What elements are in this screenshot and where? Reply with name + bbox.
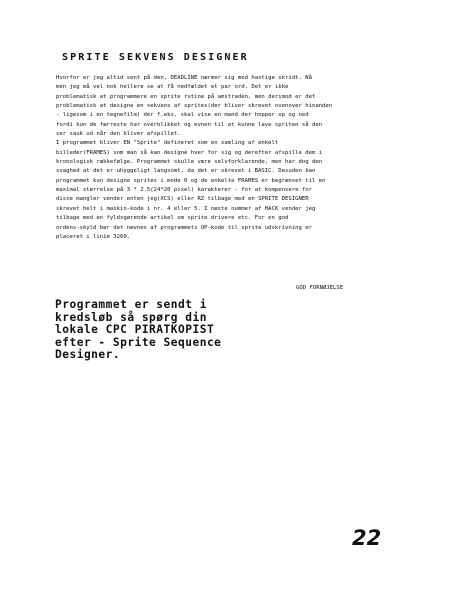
signature: GOD FORNØJELSE: [296, 285, 344, 291]
body-line: disse mangler vender enten jeg(XCS) eller RZ tilbage med en SPRITE DESIGNER: [56, 196, 309, 203]
body-line: fordi kun de færreste har overblikket og evnen til at kunne lave spriten så den: [56, 121, 323, 128]
distribution-notice: [55, 299, 385, 362]
article-body: [56, 74, 392, 242]
notice-line: lokale CPC PIRATKOPIST: [55, 323, 215, 336]
body-line: svaghed at det er uhyggeligt langsomt, da det er skrevet i BASIC. Desuden kan: [56, 168, 316, 175]
body-line: skrevet helt i maskin-kode i nr. 4 eller 5. I næste nummer af HACK vender jeg: [56, 205, 316, 212]
notice-line: efter - Sprite Sequence: [55, 335, 222, 349]
article-title: SPRITE SEKVENS DESIGNER: [62, 52, 249, 63]
body-line: maximal størrelse på 3 * 2.5(24*20 pixel) karakterer - for at kompensere for: [56, 187, 312, 194]
body-line: placeret i linie 3260.: [56, 233, 131, 240]
body-line: programmet kun designe sprites i mode 0 og de enkelte FRAMES er begrænset til en: [56, 177, 326, 184]
body-line: I programmet bliver EN "Sprite" defineret som en samling af enkelt: [56, 140, 279, 147]
notice-line: Programmet er sendt i: [55, 298, 207, 311]
body-line: ser sauk ud når den bliver afspillet.: [56, 131, 181, 138]
body-line: problematisk at programmere en sprite rutine på amstraden, men derimod er det: [56, 93, 316, 100]
notice-line: Designer.: [55, 348, 121, 361]
body-line: kronologisk rækkefølge. Programmet skulle være selvforklarende, men har dog den: [56, 159, 323, 166]
body-line: problematisk at designe en sekvens af sprites(der bliver skrevet ovenover hinanden: [56, 103, 333, 110]
body-line: billeder(FRAMES) som man så kan designe hver for sig og derefter afspille dem i: [56, 149, 323, 156]
body-line: Hvorfor er jeg altid sent på den, DEADLINE nærmer sig med hastige skridt. Nå: [56, 75, 312, 81]
body-line: tilbage med en fyldsgørende artikel om sprite drivere etc. For en god: [56, 215, 289, 222]
body-line: - ligesom i en tegnefilm) der f.eks. skal vise en mand der hopper op og ned: [56, 112, 309, 119]
body-line: men jeg må vel nok hellere se at få nedfældet et par ord. Det er ikke: [56, 84, 289, 91]
page-number: 22: [352, 526, 382, 550]
notice-line: kredsløb så spørg din: [55, 310, 207, 324]
body-line: ordens-skyld bør det nævnes af programmets OP-kode til sprite udskrivning er: [56, 224, 312, 231]
